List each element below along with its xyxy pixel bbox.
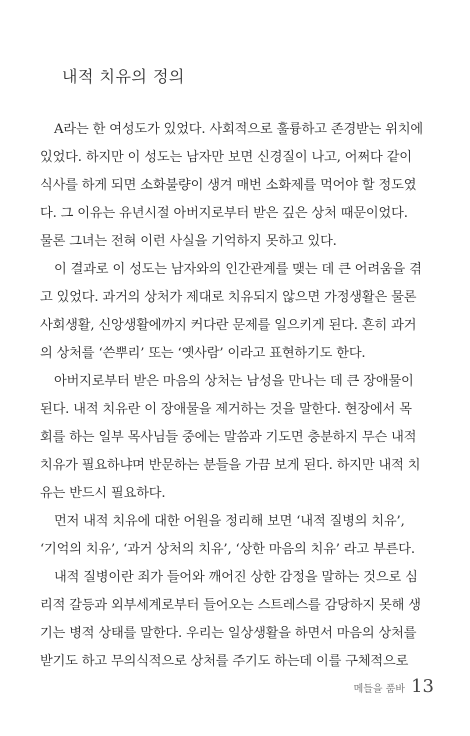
text-line: 있었다. 하지만 이 성도는 남자만 보면 신경질이 나고, 어쩌다 같이 xyxy=(40,150,412,165)
page-footer xyxy=(354,676,434,697)
text-line: 유는 반드시 필요하다. xyxy=(40,486,166,501)
text-line: 다. 그 이유는 유년시절 아버지로부터 받은 깊은 상처 때문이었다. xyxy=(40,206,408,221)
text-line: 내적 질병이란 죄가 들어와 깨어진 상한 감정을 말하는 것으로 심 xyxy=(54,570,418,585)
text-line: 리적 갈등과 외부세계로부터 들어오는 스트레스를 감당하지 못해 생 xyxy=(40,598,421,613)
text-line: 아버지로부터 받은 마음의 상처는 남성을 만나는 데 큰 장애물이 xyxy=(54,374,414,389)
text-line: 먼저 내적 치유에 대한 어원을 정리해 보면 ‘내적 질병의 치유’, xyxy=(54,514,405,529)
text-line: ‘기억의 치유’, ‘과거 상처의 치유’, ‘상한 마음의 치유’ 라고 부른다. xyxy=(40,542,415,557)
text-line: 기는 병적 상태를 말한다. 우리는 일상생활을 하면서 마음의 상처를 xyxy=(40,626,417,641)
text-line: 고 있었다. 과거의 상처가 제대로 치유되지 않으면 가정생활은 물론 xyxy=(40,290,417,305)
text-line: 이 결과로 이 성도는 남자와의 인간관계를 맺는 데 큰 어려움을 겪 xyxy=(54,262,422,277)
text-line: A라는 한 여성도가 있었다. 사회적으로 훌륭하고 존경받는 위치에 xyxy=(54,122,424,137)
text-line: 식사를 하게 되면 소화불량이 생겨 매번 소화제를 먹어야 할 정도였 xyxy=(40,178,417,193)
text-line: 치유가 필요하냐며 반문하는 분들을 가끔 보게 된다. 하지만 내적 치 xyxy=(40,458,421,473)
text-line: 된다. 내적 치유란 이 장애물을 제거하는 것을 말한다. 현장에서 목 xyxy=(40,402,412,417)
text-line: 의 상처를 ‘쓴뿌리’ 또는 ‘옛사람’ 이라고 표현하기도 한다. xyxy=(40,346,366,361)
section-heading: 내적 치유의 정의 xyxy=(62,67,185,86)
running-title: 메들을 품바 xyxy=(353,684,406,695)
text-line: 받기도 하고 무의식적으로 상처를 주기도 하는데 이를 구체적으로 xyxy=(40,654,409,669)
body-text xyxy=(40,116,432,676)
text-line: 사회생활, 신앙생활에까지 커다란 문제를 일으키게 된다. 흔히 과거 xyxy=(40,318,417,333)
text-line: 회를 하는 일부 목사님들 중에는 말씀과 기도면 충분하지 무슨 내적 xyxy=(40,430,417,445)
page-number: 13 xyxy=(411,676,434,697)
text-line: 물론 그녀는 전혀 이런 사실을 기억하지 못하고 있다. xyxy=(40,234,337,249)
